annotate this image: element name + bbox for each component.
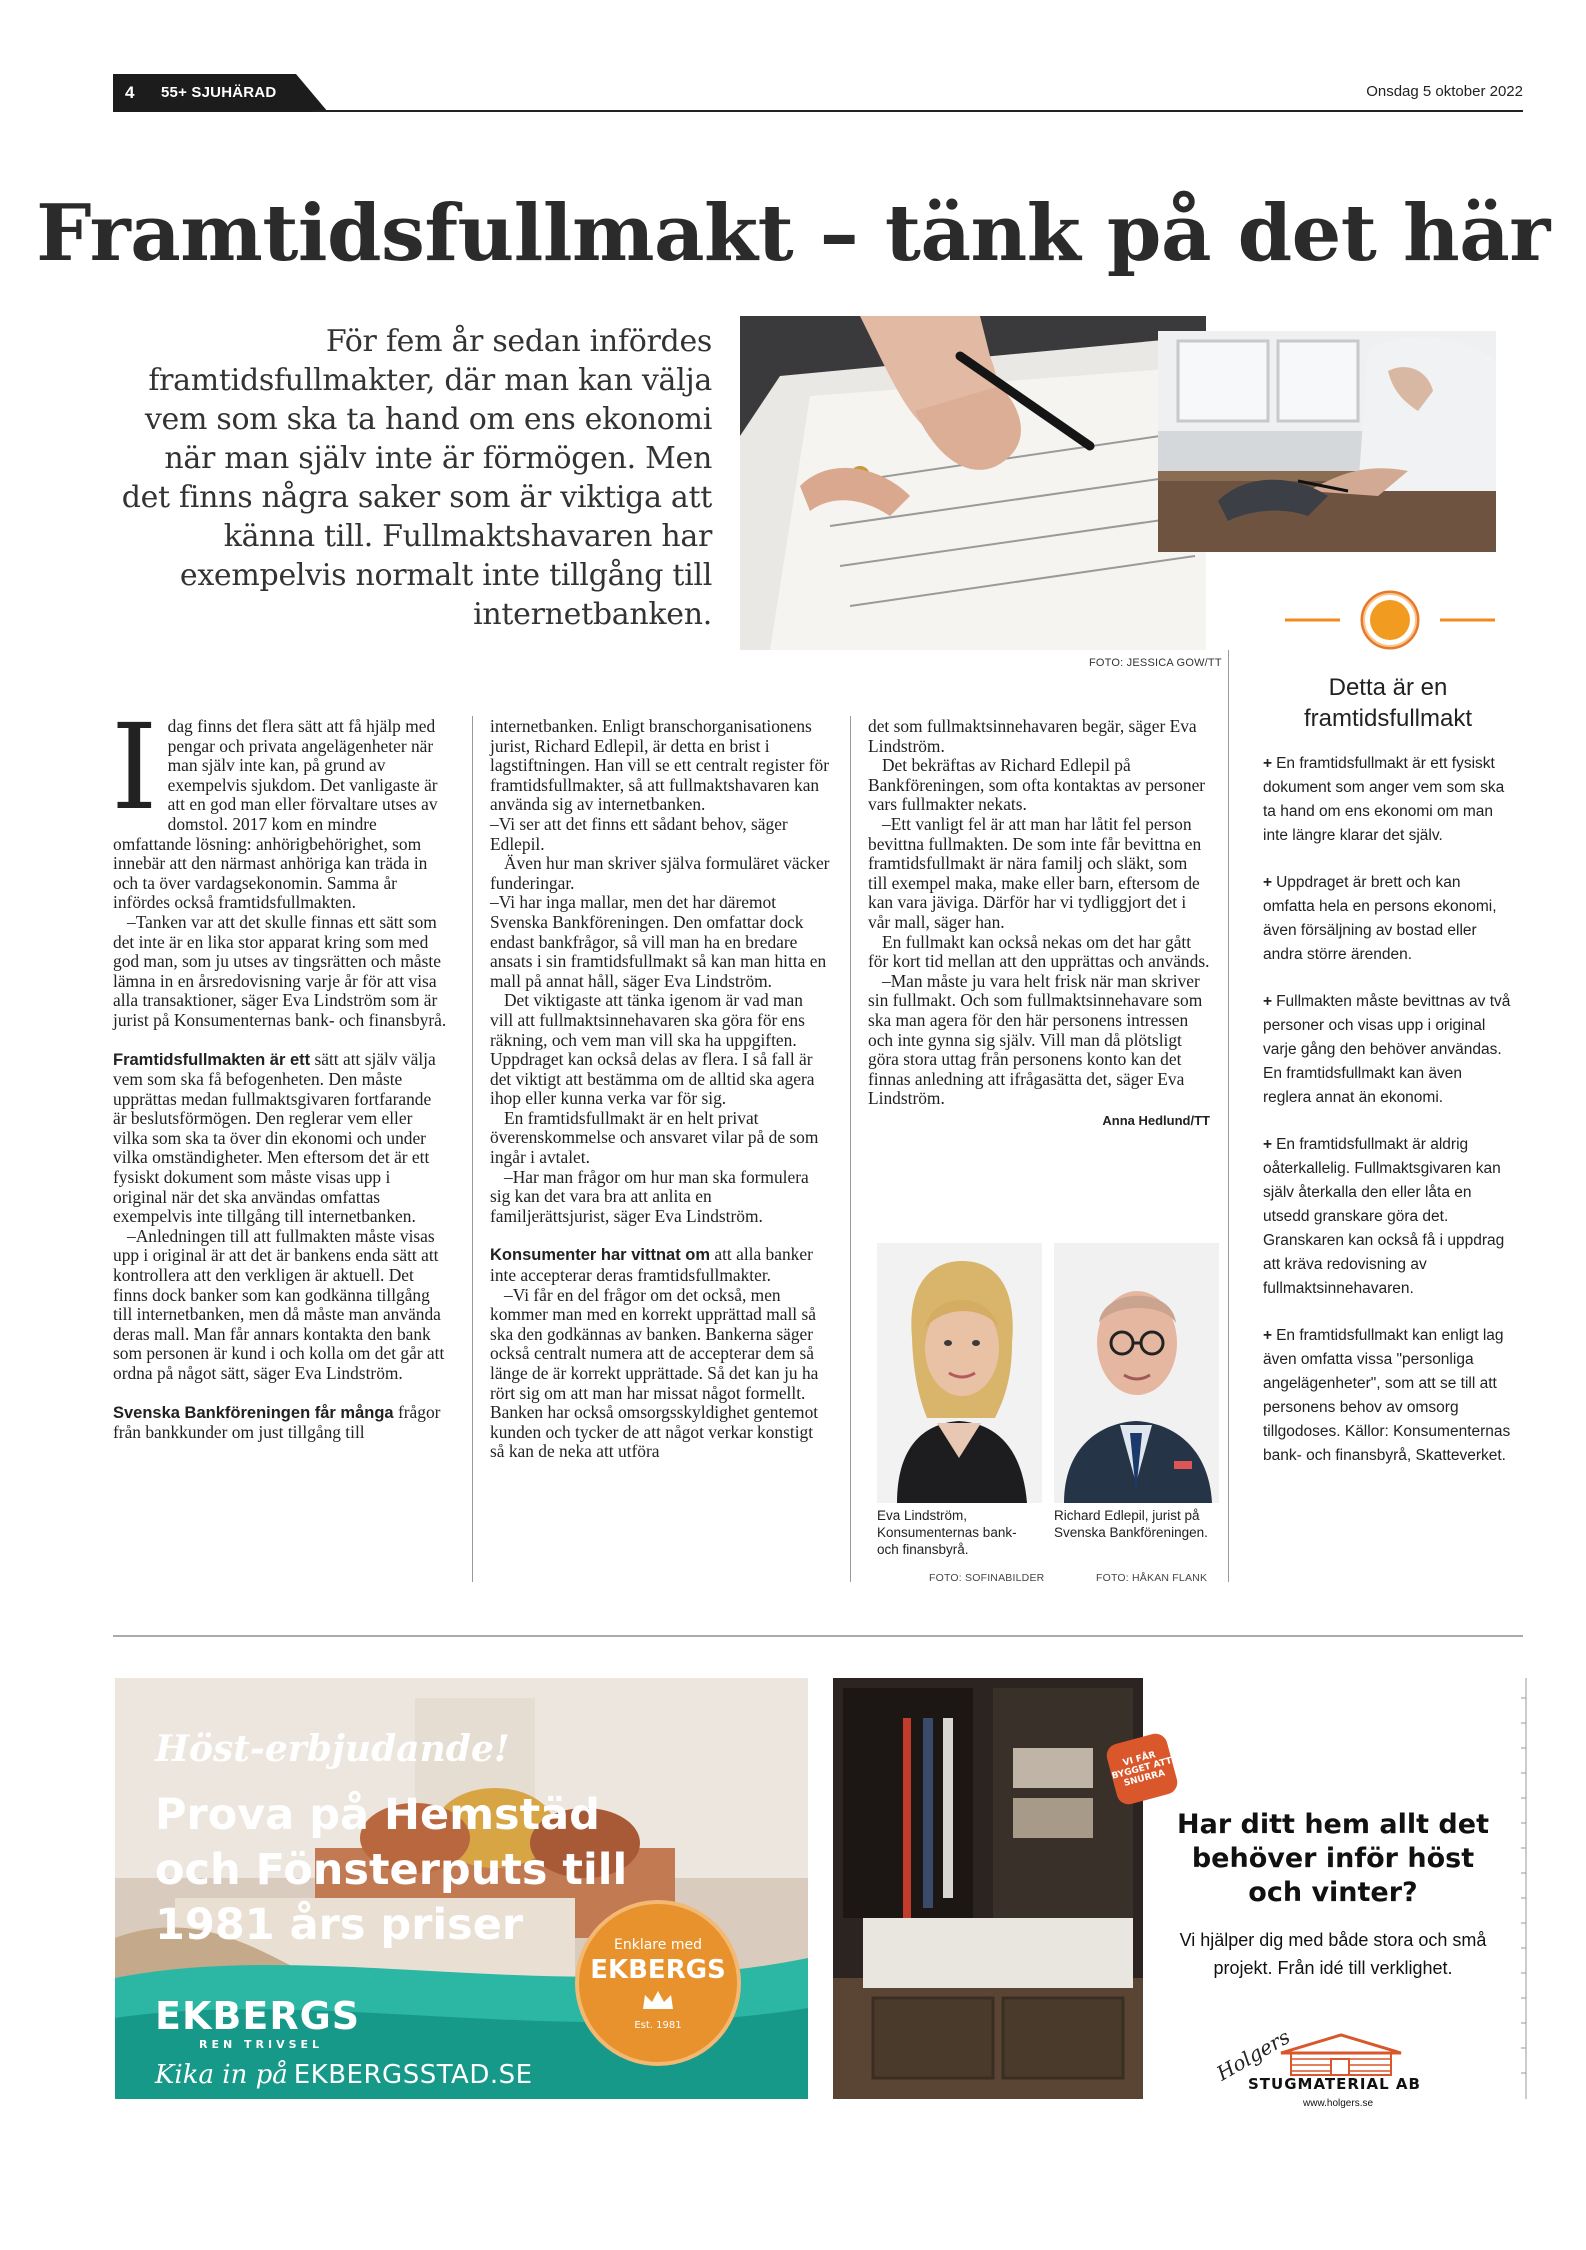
page-edge-ruler — [1519, 1678, 1527, 2099]
paragraph: –Man måste ju vara helt frisk när man skriver sin fullmakt. Och som fullmaktsinnehavare som ska man agera för den här personens intressen och inte gynna sig själv. Vill man då plötsligt göra stora uttag från personens konto kan det finnas anledning att ifrågasätta det, säger Eva Lindström. — [868, 970, 1203, 1109]
plus-icon: + — [1263, 1327, 1273, 1344]
paragraph: –Ett vanligt fel är att man har låtit fel person bevittna fullmakten. De som inte får bevittna en framtidsfullmakt är nära familj och släkt, som till exempel maka, make eller barn, eftersom de kan vara jäviga. Därför har vi tydliggjort det i vår mall, säger han. — [868, 813, 1202, 932]
plus-icon: + — [1263, 874, 1273, 891]
paragraph-text: frågor från bankkunder om just tillgång till — [113, 1401, 441, 1443]
paragraph-text: sätt att själv välja vem som ska få befogenheten. Den måste upprättas medan fullmaktsgivaren fortfarande är beslutsförmögen. Den reglerar vem eller vilka som ska ta över din ekonomi och under vilka omständigheter. Men eftersom det är ett fysiskt dokument som måste visas upp i original när det ska användas omfattas exempelvis inte tillgång till internetbanken. — [113, 1048, 436, 1227]
paragraph-lead: Svenska Bankföreningen får många — [113, 1403, 394, 1422]
portrait-caption: Richard Edlepil, jurist på Svenska Bankföreningen. — [1054, 1508, 1208, 1540]
ad-ekbergs[interactable] — [115, 1678, 808, 2099]
column-divider — [850, 716, 851, 1582]
ekbergs-logo: EKBERGS — [155, 1994, 361, 2038]
factbox-item — [1263, 990, 1513, 1110]
portrait-caption: Eva Lindström, Konsumenternas bank- och finansbyrå. — [877, 1508, 1017, 1557]
masthead — [113, 74, 1523, 112]
paragraph: dag finns det flera sätt att få hjälp med pengar och privata angelägenheter när man själv inte kan, på grund av exempelvis sjukdom. Det vanligaste är att en god man eller förvaltare utses av domstol. 2017 kom en mindre omfattande lösning: anhörigbehörighet, som innebär att den närmast anhöriga kan träda in och ta över vardagsekonomin. Samma år infördes också framtidsfullmakten. — [113, 716, 438, 913]
photo-credit: FOTO: JESSICA GOW/TT — [1089, 657, 1222, 669]
ad-web[interactable]: www.holgers.se — [1303, 2098, 1374, 2109]
ad-offer-title: Höst-erbjudande! — [155, 1728, 510, 1770]
ad-headline: Prova på Hemstäd och Fönsterputs till 1981 års priser — [155, 1790, 628, 1950]
sun-icon — [1280, 590, 1500, 650]
byline: Anna Hedlund/TT — [1102, 1112, 1210, 1128]
issue-date: Onsdag 5 oktober 2022 — [1366, 83, 1523, 100]
holgers-signature: Holgers — [1212, 2024, 1294, 2086]
ad-stamp: VI FÅR BYGGET ATT SNURRA — [1104, 1731, 1180, 1807]
paragraph-lead: Konsumenter har vittnat om — [490, 1246, 711, 1265]
paragraph: –Vi har inga mallar, men det har däremot Svenska Bankföreningen. Den omfattar dock endast bankfrågor, så vill man ha en bredare ansats i sin framtidsfullmakt så kan man hitta en mall på annat håll, säger Eva Lindström. — [490, 892, 827, 991]
factbox-item-text: Uppdraget är brett och kan omfatta hela en persons ekonomi, även försäljning av bostad eller andra större ärenden. — [1263, 874, 1497, 963]
portrait-richard-edlepil — [1054, 1243, 1219, 1503]
plus-icon: + — [1263, 755, 1273, 772]
crown-icon — [579, 1989, 737, 2016]
factbox-title-line: framtidsfullmakt — [1303, 705, 1473, 732]
badge-brand: EKBERGS — [590, 1955, 726, 1985]
ad-brand: STUGMATERIAL AB — [1248, 2075, 1421, 2093]
paragraph: internetbanken. Enligt branschorganisationens jurist, Richard Edlepil, är detta en brist i lagstiftningen. Han vill se ett centralt register för framtidsfullmakter, så att fullmaktshavaren kan använda sig av internetbanken. — [490, 716, 830, 815]
ekbergs-logo-sub: REN TRIVSEL — [199, 2038, 324, 2051]
ad-holgers[interactable] — [833, 1678, 1520, 2109]
meeting-photo — [1158, 331, 1496, 552]
paragraph: det som fullmaktsinnehavaren begär, säger Eva Lindström. — [868, 716, 1197, 756]
paragraph: –Har man frågor om hur man ska formulera sig kan det vara bra att anlita en familjerättsjurist, säger Eva Lindström. — [490, 1166, 809, 1226]
page-number: 4 — [125, 83, 135, 102]
paragraph — [113, 1050, 448, 1227]
ad-cta-url[interactable]: EKBERGSSTAD.SE — [293, 2060, 533, 2090]
factbox-item-text: En framtidsfullmakt är aldrig oåterkallelig. Fullmaktsgivaren kan själv återkalla den eller låta en utsedd granskare göra det. Granskaren kan också få i uppdrag att kräva redovisning av fullmaktsinnehavaren. — [1263, 1136, 1505, 1297]
article-ingress: För fem år sedan infördes framtidsfullmakter, där man kan välja vem som ska ta hand om ens ekonomi när man själv inte är förmögen. Men det finns några saker som är viktiga att känna till. Fullmaktshavaren har exempelvis normalt inte tillgång till internetbanken. — [121, 324, 712, 632]
ad-question: Har ditt hem allt det behöver inför höst och vinter? — [1177, 1809, 1489, 1908]
portrait-credit: FOTO: SOFINABILDER — [929, 1572, 1045, 1584]
paragraph: Det viktigaste att tänka igenom är vad man vill att fullmaktsinnehavaren ska göra för ens räkning, och vem man vill ska ha uppgiften. Uppdraget kan också delas av flera. I så fall är det viktigt att bestämma om de alltid ska agera ihop eller kunna verka var för sig. — [490, 990, 815, 1109]
portrait-credit: FOTO: HÅKAN FLANK — [1096, 1572, 1208, 1584]
paragraph — [113, 1403, 448, 1443]
ad-cta[interactable] — [155, 2060, 533, 2090]
factbox-item — [1263, 1324, 1513, 1468]
paragraph — [490, 1245, 830, 1285]
column-divider — [472, 716, 473, 1582]
article-column-3 — [868, 717, 1210, 1128]
factbox-item-text: En framtidsfullmakt är ett fysiskt dokument som anger vem som ska ta hand om ens ekonomi om man inte längre klarar det själv. — [1263, 755, 1505, 844]
article-headline: Framtidsfullmakt – tänk på det här — [36, 188, 1550, 279]
factbox-title — [1253, 672, 1523, 734]
article-column-1 — [111, 698, 448, 1443]
paragraph: Även hur man skriver själva formuläret väcker funderingar. — [490, 853, 830, 893]
section-name: 55+ SJUHÄRAD — [161, 84, 277, 101]
ad-subtext: Vi hjälper dig med både stora och små projekt. Från idé till verklighet. — [1179, 1930, 1487, 1978]
factbox-list — [1263, 752, 1513, 1491]
ad-badge — [575, 1900, 741, 2066]
signing-photo — [740, 316, 1206, 650]
factbox-item-text: Fullmakten måste bevittnas av två personer och visas upp i original varje gång den behöver användas. En framtidsfullmakt kan även reglera annat än ekonomi. — [1263, 993, 1511, 1106]
plus-icon: + — [1263, 993, 1273, 1010]
ad-cta-prefix: Kika in på — [155, 2060, 288, 2090]
paragraph: –Tanken var att det skulle finnas ett sätt som det inte är en lika stor apparat kring som med god man, som ju utses av tingsrätten och måste lämna in en årsredovisning varje år för att visa alla transaktioner, säger Eva Lindström som är jurist på Konsumenternas bank- och finansbyrå. — [113, 911, 447, 1030]
badge-est: Est. 1981 — [634, 2020, 682, 2031]
paragraph: –Anledningen till att fullmakten måste visas upp i original är att det är bankens enda sätt att kontrollera att den verkligen är aktuell. Det finns dock banker som kan godkänna tillgång till internetbanken, men då måste man använda deras mall. Man får annars kontakta den bank som personen är kund i och kolla om det går att ordna på något sätt, säger Eva Lindström. — [113, 1225, 445, 1383]
factbox-item — [1263, 1133, 1513, 1301]
paragraph: En fullmakt kan också nekas om det har gått för kort tid mellan att den upprättas och används. — [868, 931, 1210, 972]
section-divider — [113, 1635, 1523, 1637]
factbox-item — [1263, 752, 1513, 848]
paragraph: –Vi ser att det finns ett sådant behov, säger Edlepil. — [490, 813, 788, 854]
paragraph-lead: Framtidsfullmakten är ett — [113, 1050, 311, 1069]
masthead-rule — [313, 110, 1523, 112]
paragraph: Det bekräftas av Richard Edlepil på Bankföreningen, som ofta kontaktas av personer vars fullmakter nekats. — [868, 755, 1206, 815]
paragraph: En framtidsfullmakt är en helt privat överenskommelse och ansvaret vilar på de som ingår i avtalet. — [490, 1107, 819, 1168]
dropcap: I — [111, 698, 158, 836]
factbox-title-line: Detta är en — [1328, 674, 1448, 701]
column-divider — [1228, 650, 1229, 1582]
badge-top: Enklare med — [614, 1937, 702, 1953]
plus-icon: + — [1263, 1136, 1273, 1153]
paragraph: –Vi får en del frågor om det också, men kommer man med en korrekt upprättad mall så ska den godkännas av banken. Bankerna säger också centralt numera att de accepterar dem så länge de är korrekt upprättade. Så det kan ju ha rört sig om att man har missat något formellt. Banken har också omsorgsskyldighet gentemot kunden och tycker de att något verkar konstigt så kan de neka att utföra — [490, 1284, 819, 1462]
article-column-2 — [490, 717, 830, 1462]
paragraph-text: att alla banker inte accepterar deras framtidsfullmakter. — [490, 1244, 813, 1286]
factbox-item — [1263, 871, 1513, 967]
portrait-eva-lindstrom — [877, 1243, 1042, 1503]
factbox-item-text: En framtidsfullmakt kan enligt lag även omfatta vissa "personliga angelägenheter", som att se till att personens behov av omsorg tillgodoses. Källor: Konsumenternas bank- och finansbyrå, Skatteverket. — [1263, 1327, 1511, 1464]
